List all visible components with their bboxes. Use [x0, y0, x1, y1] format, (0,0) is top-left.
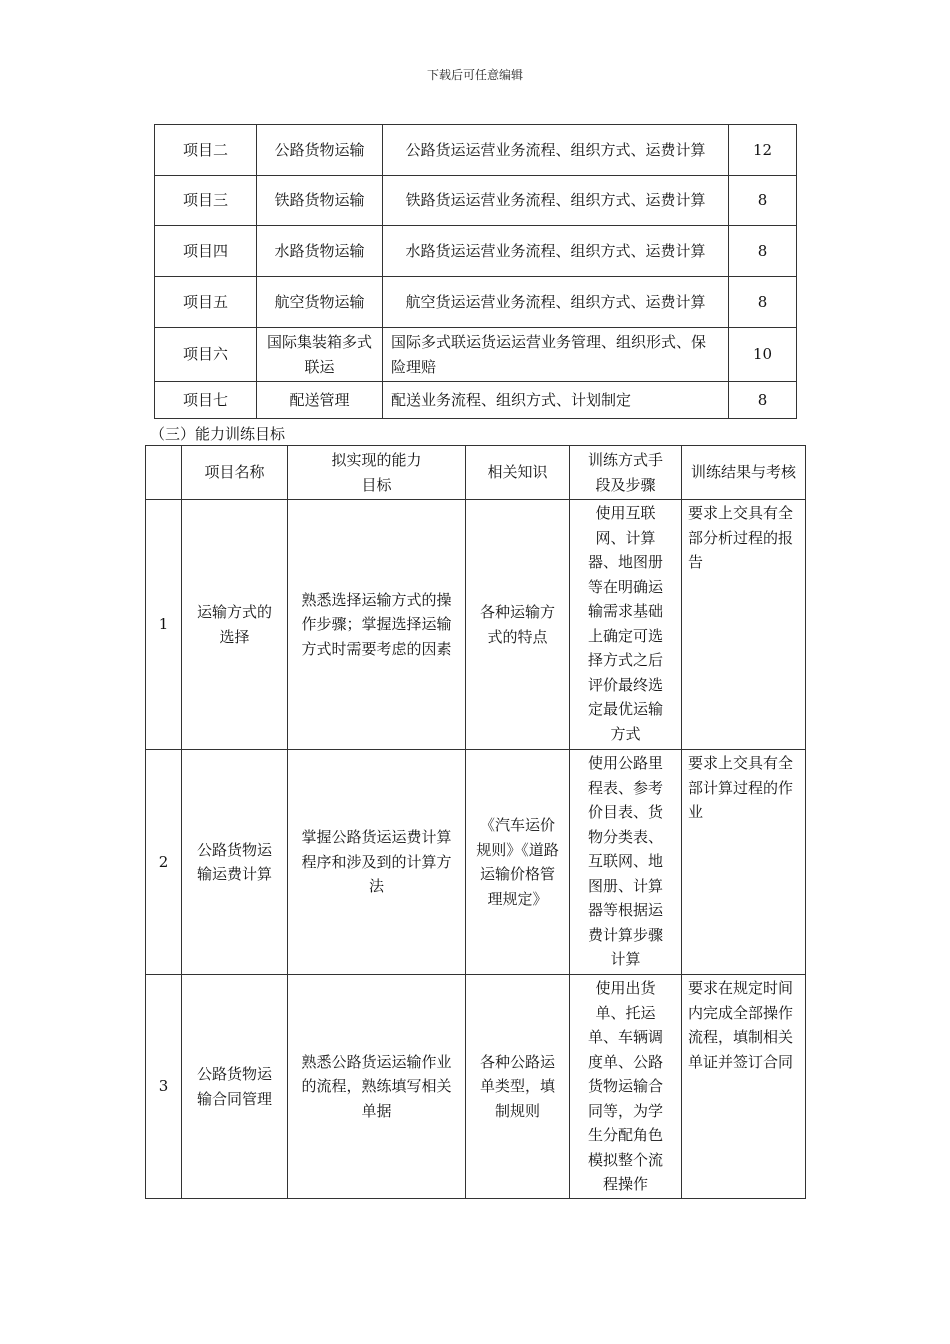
header-method: 训练方式手段及步骤	[570, 446, 682, 500]
name-cell: 配送管理	[257, 382, 383, 419]
course-hours-table	[154, 124, 797, 419]
table-row	[155, 328, 797, 382]
content-cell: 铁路货运运营业务流程、组织方式、运费计算	[383, 176, 729, 226]
row-result: 要求在规定时间内完成全部操作流程，填制相关单证并签订合同	[682, 975, 806, 1199]
table-row	[155, 226, 797, 277]
hours-cell: 8	[729, 277, 797, 328]
header-no-cell	[146, 446, 182, 500]
header-name: 项目名称	[182, 446, 288, 500]
content-cell: 水路货运运营业务流程、组织方式、运费计算	[383, 226, 729, 277]
header-knowledge: 相关知识	[466, 446, 570, 500]
row-method: 使用公路里程表、参考价目表、货物分类表、互联网、地图册、计算器等根据运费计算步骤计算	[570, 750, 682, 975]
row-result: 要求上交具有全部计算过程的作业	[682, 750, 806, 975]
row-number: 1	[146, 500, 182, 750]
row-goal: 掌握公路货运运费计算程序和涉及到的计算方法	[288, 750, 466, 975]
hours-cell: 8	[729, 176, 797, 226]
name-cell: 水路货物运输	[257, 226, 383, 277]
header-result: 训练结果与考核	[682, 446, 806, 500]
table-row	[155, 125, 797, 176]
row-goal: 熟悉选择运输方式的操作步骤；掌握选择运输方式时需要考虑的因素	[288, 500, 466, 750]
hours-cell: 10	[729, 328, 797, 382]
row-method: 使用互联网、计算器、地图册等在明确运输需求基础上确定可选择方式之后评价最终选定最优运输方式	[570, 500, 682, 750]
project-cell: 项目二	[155, 125, 257, 176]
section-title: （三）能力训练目标	[150, 425, 286, 443]
project-cell: 项目七	[155, 382, 257, 419]
row-number: 3	[146, 975, 182, 1199]
row-knowledge: 《汽车运价规则》《道路运输价格管理规定》	[466, 750, 570, 975]
content-cell: 国际多式联运货运运营业务管理、组织形式、保险理赔	[383, 328, 729, 382]
row-name: 公路货物运输合同管理	[182, 975, 288, 1199]
row-knowledge: 各种公路运单类型，填制规则	[466, 975, 570, 1199]
page-header: 下载后可任意编辑	[426, 68, 523, 82]
row-name: 运输方式的选择	[182, 500, 288, 750]
hours-cell: 8	[729, 226, 797, 277]
table-row	[155, 277, 797, 328]
header-row	[146, 446, 806, 500]
table-row	[146, 500, 806, 750]
content-cell: 公路货运运营业务流程、组织方式、运费计算	[383, 125, 729, 176]
table-row	[155, 382, 797, 419]
table-row	[146, 750, 806, 975]
row-number: 2	[146, 750, 182, 975]
row-goal: 熟悉公路货运运输作业的流程，熟练填写相关单据	[288, 975, 466, 1199]
hours-cell: 8	[729, 382, 797, 419]
content-cell: 航空货运运营业务流程、组织方式、运费计算	[383, 277, 729, 328]
table-row	[146, 975, 806, 1199]
project-cell: 项目五	[155, 277, 257, 328]
name-cell: 公路货物运输	[257, 125, 383, 176]
row-result: 要求上交具有全部分析过程的报告	[682, 500, 806, 750]
name-cell: 国际集装箱多式联运	[257, 328, 383, 382]
name-cell: 航空货物运输	[257, 277, 383, 328]
project-cell: 项目六	[155, 328, 257, 382]
row-method: 使用出货单、托运单、车辆调度单、公路货物运输合同等，为学生分配角色模拟整个流程操作	[570, 975, 682, 1199]
ability-training-table	[145, 445, 806, 1199]
hours-cell: 12	[729, 125, 797, 176]
row-knowledge: 各种运输方式的特点	[466, 500, 570, 750]
project-cell: 项目三	[155, 176, 257, 226]
project-cell: 项目四	[155, 226, 257, 277]
name-cell: 铁路货物运输	[257, 176, 383, 226]
table-row	[155, 176, 797, 226]
content-cell: 配送业务流程、组织方式、计划制定	[383, 382, 729, 419]
row-name: 公路货物运输运费计算	[182, 750, 288, 975]
header-goal: 拟实现的能力目标	[288, 446, 466, 500]
